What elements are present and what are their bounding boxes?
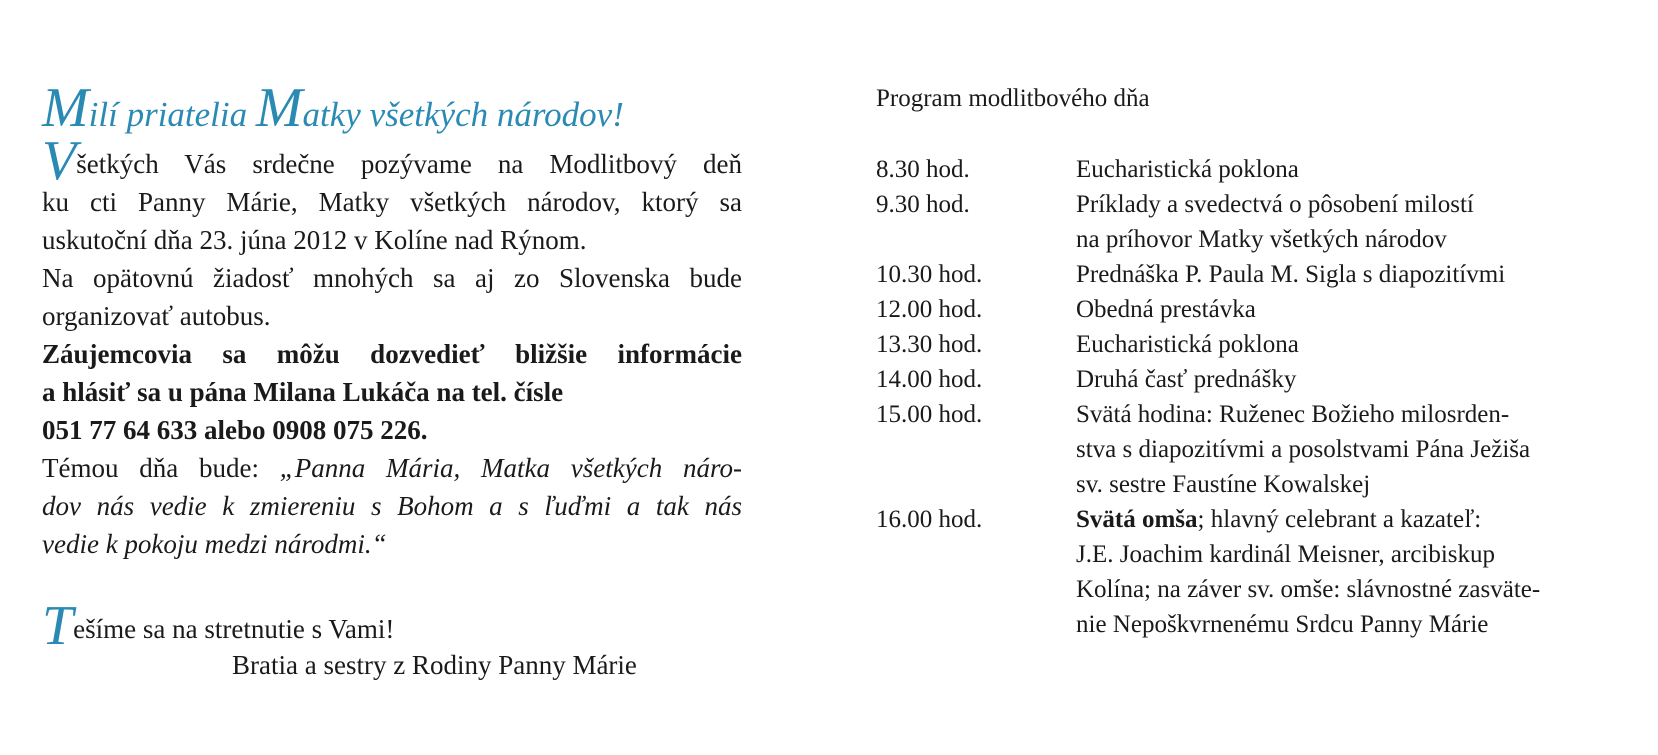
schedule-row bbox=[876, 187, 1636, 257]
drop-cap-v: V bbox=[42, 130, 77, 192]
schedule-row bbox=[876, 292, 1636, 327]
closing-line: Tešíme sa na stretnutie s Vami! bbox=[42, 595, 395, 657]
schedule-time: 10.30 hod. bbox=[876, 261, 983, 288]
schedule-row bbox=[876, 152, 1636, 187]
greeting-heading bbox=[42, 55, 742, 139]
schedule-desc: Obedná prestávka bbox=[1076, 296, 1256, 323]
schedule-time: 12.00 hod. bbox=[876, 296, 983, 323]
heading-initial-1: M bbox=[42, 77, 89, 139]
heading-initial-2: M bbox=[255, 77, 303, 139]
schedule-time: 8.30 hod. bbox=[876, 156, 970, 183]
schedule-row bbox=[876, 257, 1636, 292]
schedule-row bbox=[876, 502, 1636, 642]
schedule-desc: Svätá hodina: Ruženec Božieho milosrden- stva s diapozitívmi a posolstvami Pána Ježiša sv. sestre Faustíne Kowalskej bbox=[1076, 401, 1531, 498]
schedule-time: 14.00 hod. bbox=[876, 366, 983, 393]
mass-label: Svätá omša bbox=[1076, 506, 1198, 533]
intro-line-2: ku cti Panny Márie, Matky všetkých národov, ktorý sa bbox=[42, 187, 742, 217]
schedule-desc: Druhá časť prednášky bbox=[1076, 366, 1297, 393]
schedule-row bbox=[876, 397, 1636, 502]
schedule-time: 15.00 hod. bbox=[876, 401, 983, 428]
intro-line-4: Na opätovnú žiadosť mnohých sa aj zo Slovenska bude bbox=[42, 263, 742, 293]
contact-phone: 051 77 64 633 alebo 0908 075 226. bbox=[42, 415, 428, 445]
schedule-desc: Eucharistická poklona bbox=[1076, 156, 1299, 183]
heading-text-2: atky všetkých národov! bbox=[302, 95, 624, 134]
signature: Bratia a sestry z Rodiny Panny Márie bbox=[232, 650, 637, 680]
drop-cap-t: T bbox=[42, 595, 74, 657]
invitation-body bbox=[42, 130, 742, 563]
contact-line-2: a hlásiť sa u pána Milana Lukáča na tel. čísle bbox=[42, 377, 564, 407]
closing-block bbox=[42, 595, 742, 683]
schedule-time: 9.30 hod. bbox=[876, 191, 970, 218]
program-column bbox=[876, 82, 1636, 642]
schedule-row bbox=[876, 327, 1636, 362]
intro-line-3: uskutoční dňa 23. júna 2012 v Kolíne nad Rýnom. bbox=[42, 225, 587, 255]
schedule-desc: Prednáška P. Paula M. Sigla s diapozitívmi bbox=[1076, 261, 1506, 288]
schedule-desc: Príklady a svedectvá o pôsobení milostí na príhovor Matky všetkých národov bbox=[1076, 191, 1474, 253]
theme-line-1: Témou dňa bude: „Panna Mária, Matka všetkých náro- bbox=[42, 453, 742, 483]
theme-line-3: vedie k pokoju medzi národmi.“ bbox=[42, 529, 387, 559]
contact-line-1: Záujemcovia sa môžu dozvedieť bližšie informácie bbox=[42, 339, 742, 369]
intro-line-5: organizovať autobus. bbox=[42, 301, 271, 331]
schedule-desc: Eucharistická poklona bbox=[1076, 331, 1299, 358]
theme-line-2: dov nás vedie k zmiereniu s Bohom a s ľuďmi a tak nás bbox=[42, 491, 742, 521]
schedule-time: 13.30 hod. bbox=[876, 331, 983, 358]
heading-text-1: ilí priatelia bbox=[88, 95, 256, 134]
schedule-desc: Svätá omša; hlavný celebrant a kazateľ: J.E. Joachim kardinál Meisner, arcibiskup Kolína; na záver sv. omše: slávnostné zasväte- nie Nepoškvrnenému Srdcu Panny Márie bbox=[1076, 506, 1541, 638]
schedule-row bbox=[876, 362, 1636, 397]
schedule-time: 16.00 hod. bbox=[876, 506, 983, 533]
program-title: Program modlitbového dňa bbox=[876, 85, 1150, 112]
intro-line-1: Všetkých Vás srdečne pozývame na Modlitbový deň bbox=[42, 130, 742, 192]
invitation-column bbox=[42, 55, 742, 683]
